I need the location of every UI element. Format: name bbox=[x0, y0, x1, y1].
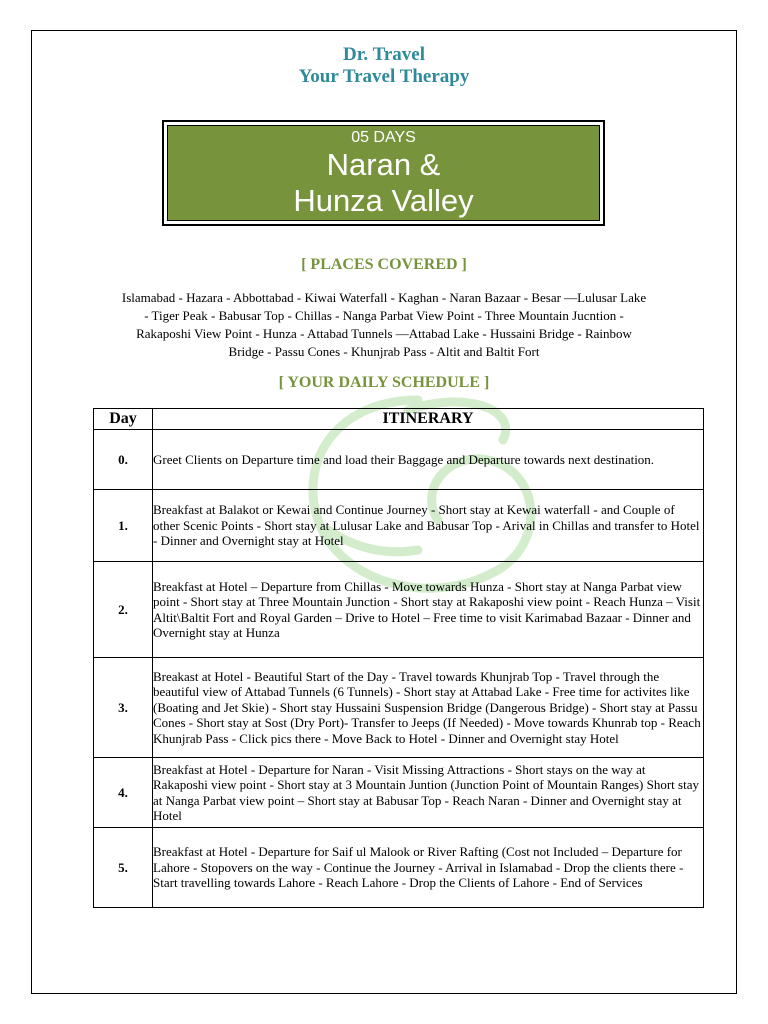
title-banner-inner bbox=[167, 125, 600, 221]
day-itinerary: Breakfast at Hotel - Departure for Naran - Visit Missing Attractions - Short stays on the way at Rakaposhi view point - Short stay at 3 Mountain Juntion (Junction Point of Mountain Ranges) Short stay at Nanga Parbat view point – Short stay at Babusar Top - Reach Naran - Dinner and Overnight stay at Hotel bbox=[153, 758, 704, 828]
day-number: 2. bbox=[94, 562, 153, 658]
day-number: 1. bbox=[94, 490, 153, 562]
brand-tagline: Your Travel Therapy bbox=[298, 66, 470, 87]
banner-title-line2: Hunza Valley bbox=[293, 183, 474, 218]
table-row bbox=[94, 658, 704, 758]
day-itinerary: Breakfast at Hotel - Departure for Saif ul Malook or River Rafting (Cost not Included – Departure for Lahore - Stopovers on the way - Continue the Journey - Arrival in Islamabad - Drop the clients there - Start travelling towards Lahore - Reach Lahore - Drop the Clients of Lahore - End of Services bbox=[153, 828, 704, 908]
day-number: 0. bbox=[94, 430, 153, 490]
table-row bbox=[94, 562, 704, 658]
schedule-heading: [ YOUR DAILY SCHEDULE ] bbox=[278, 374, 490, 391]
day-number: 4. bbox=[94, 758, 153, 828]
day-itinerary: Breakfast at Balakot or Kewai and Continue Journey - Short stay at Kewai waterfall - and Couple of other Scenic Points - Short stay at Lulusar Lake and Babusar Top - Arival in Chillas and transfer to Hotel - Dinner and Overnight stay at Hotel bbox=[153, 490, 704, 562]
column-header-itinerary: ITINERARY bbox=[153, 409, 704, 430]
column-header-day: Day bbox=[94, 409, 153, 430]
places-line: - Tiger Peak - Babusar Top - Chillas - Nanga Parbat View Point - Three Mountain Jucntion - bbox=[144, 308, 624, 323]
day-itinerary: Breakast at Hotel - Beautiful Start of the Day - Travel towards Khunjrab Top - Travel through the beautiful view of Attabad Tunnels (6 Tunnels) - Short stay at Attabad Lake - Free time for activites like (Boating and Jet Skie) - Short stay Hussaini Suspension Bridge (Dangerous Bridge) - Short stay at Passu Cones - Short stay at Sost (Dry Port)- Transfer to Jeeps (If Needed) - Move towards Khunrab top - Reach Khunjrab Pass - Click pics there - Move Back to Hotel - Dinner and Overnight stay Hotel bbox=[153, 658, 704, 758]
places-heading: [ PLACES COVERED ] bbox=[301, 256, 467, 273]
table-row bbox=[94, 758, 704, 828]
places-line: Bridge - Passu Cones - Khunjrab Pass - Altit and Baltit Fort bbox=[228, 344, 540, 359]
places-list bbox=[92, 289, 676, 361]
table-row bbox=[94, 430, 704, 490]
itinerary-table bbox=[93, 408, 704, 908]
banner-title-line1: Naran & bbox=[326, 147, 441, 182]
places-line: Rakaposhi View Point - Hunza - Attabad Tunnels —Attabad Lake - Hussaini Bridge - Rainbow bbox=[136, 326, 632, 341]
table-header-row bbox=[94, 409, 704, 430]
table-row bbox=[94, 828, 704, 908]
day-number: 3. bbox=[94, 658, 153, 758]
banner-days: 05 DAYS bbox=[351, 129, 416, 146]
title-banner bbox=[162, 120, 605, 226]
brand-name: Dr. Travel bbox=[343, 44, 425, 65]
table-row bbox=[94, 490, 704, 562]
day-itinerary: Breakfast at Hotel – Departure from Chillas - Move towards Hunza - Short stay at Nanga Parbat view point - Short stay at Three Mountain Junction - Short stay at Rakaposhi view point - Reach Hunza – Visit Altit\Baltit Fort and Royal Garden – Drive to Hotel – Free time to visit Karimabad Bazaar - Dinner and Overnight stay at Hunza bbox=[153, 562, 704, 658]
day-itinerary: Greet Clients on Departure time and load their Baggage and Departure towards next destination. bbox=[153, 430, 704, 490]
day-number: 5. bbox=[94, 828, 153, 908]
places-line: Islamabad - Hazara - Abbottabad - Kiwai Waterfall - Kaghan - Naran Bazaar - Besar —Lulusar Lake bbox=[121, 290, 647, 305]
